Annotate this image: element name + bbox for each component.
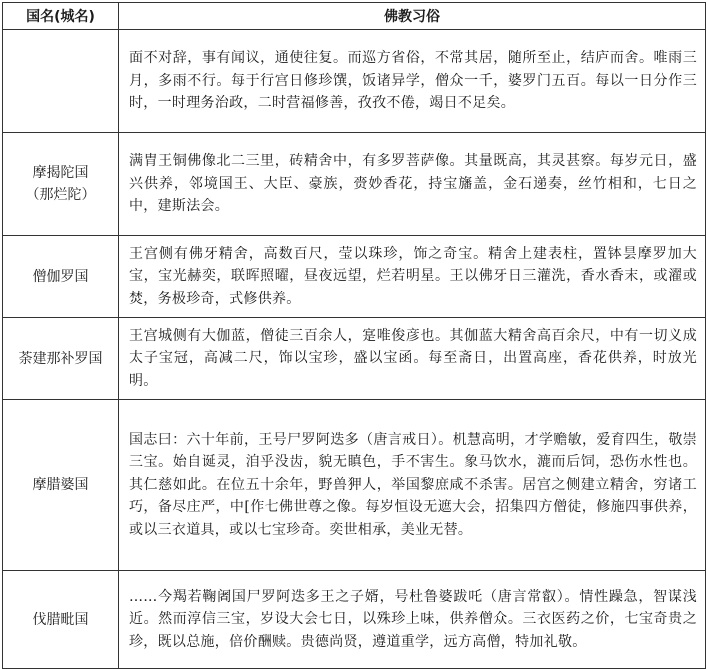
country-name: 僧伽罗国 [32,268,89,285]
country-name: 伐腊毗国 [32,611,89,628]
country-cell [3,400,119,571]
country-name: 摩腊婆国 [32,477,89,493]
customs-table [2,2,706,669]
customs-text: 满胄王铜佛像北二三里，砖精舍中，有多罗菩萨像。其量既高，其灵甚察。每岁元日，盛兴供养，邻境国王、大臣、豪族，赍妙香花，持宝旛盖，金石递奏，丝竹相和，七日之中，建斯法会。 [119,133,706,236]
table-row [3,133,706,236]
header-country: 国名(城名) [3,3,119,30]
table-row [3,400,706,571]
customs-text: ……今羯若鞠阇国尸罗阿迭多王之子婿，号杜鲁婆跋吒（唐言常叡）。情性躁急，智谋浅近。然而淳信三宝，岁设大会七日，以殊珍上味，供养僧众。三衣医药之价，七宝奇贵之珍，既以总施，倍价酬赎。贵德尚贤，遵道重学，远方高僧，特加礼敬。 [119,571,706,669]
customs-text: 国志曰：六十年前，王号尸罗阿迭多（唐言戒日）。机慧高明，才学赡敏，爱育四生，敬崇三宝。始自诞灵，洎乎没齿，貌无瞋色，手不害生。象马饮水，漉而后饲，恐伤水性也。其仁慈如此。在位五十余年，野兽狎人，举国黎庶咸不杀害。居宫之侧建立精舍，穷诸工巧，备尽庄严，中[作七佛世尊之像。每岁恒设无遮大会，招集四方僧徒，修施四事供养，或以三衣道具，或以七宝珍奇。奕世相承，美业无替。 [119,400,706,571]
customs-text: 王宫城侧有大伽蓝，僧徒三百余人，寔唯俊彦也。其伽蓝大精舍高百余尺，中有一切义成太子宝冠，高减二尺，饰以宝珍，盛以宝函。每至斋日，出置高座，香花供养，时放光明。 [119,318,706,400]
city-name: （那烂陀） [25,187,96,203]
country-cell [3,571,119,669]
country-cell [3,318,119,400]
country-cell [3,236,119,318]
table-row [3,236,706,318]
table-row [3,318,706,400]
header-row [3,3,706,30]
customs-text: 王宫侧有佛牙精舍，高数百尺，莹以珠珍，饰之奇宝。精舍上建表柱，置钵昙摩罗加大宝，宝光赫奕，联晖照曜，昼夜远望，烂若明星。王以佛牙日三灌洗，香水香末，或濯或焚，务极珍奇，式修供养。 [119,236,706,318]
table-row [3,30,706,133]
country-cell [3,133,119,236]
table-row [3,571,706,669]
country-name: 摩揭陀国 [32,165,89,181]
country-name: 荼建那补罗国 [18,350,103,367]
country-cell [3,30,119,133]
header-customs: 佛教习俗 [119,3,706,30]
customs-text: 面不对辞，事有闻议，通使往复。而巡方省俗，不常其居，随所至止，结庐而舍。唯雨三月，多雨不行。每于行宫日修珍馔，饭诸异学，僧众一千，婆罗门五百。每以一日分作三时，一时理务治政，二时营福修善，孜孜不倦，竭日不足矣。 [119,30,706,133]
